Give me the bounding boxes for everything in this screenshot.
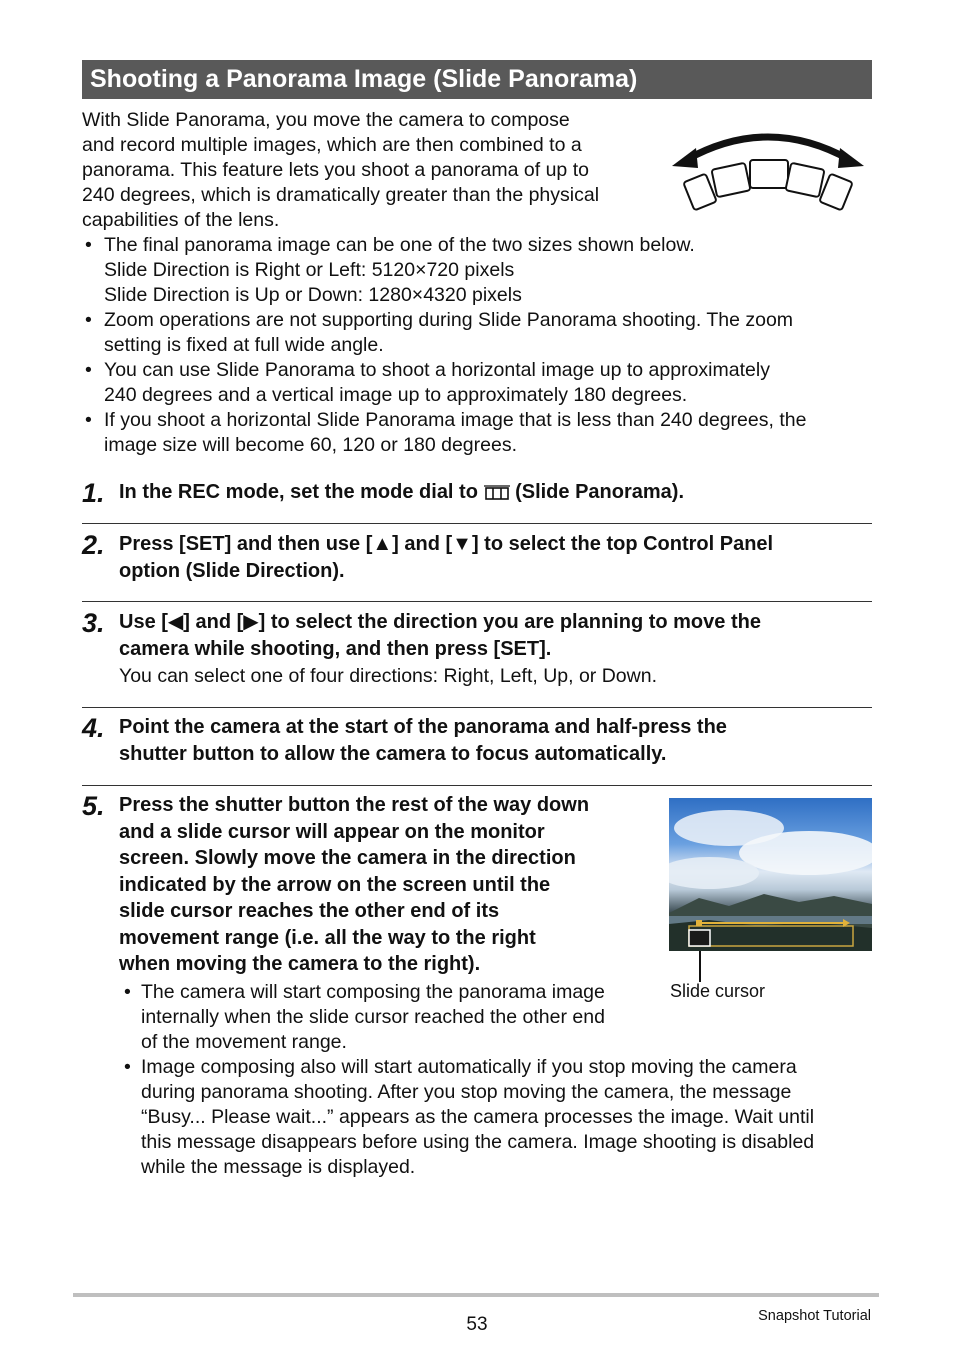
footer-rule: [73, 1293, 879, 1297]
start-marker: [696, 920, 702, 926]
intro-line: capabilities of the lens.: [82, 209, 280, 231]
bullet-line: image size will become 60, 120 or 180 degrees.: [104, 434, 517, 456]
step-line: option (Slide Direction).: [119, 559, 345, 582]
step-text-post: (Slide Panorama).: [515, 481, 684, 503]
panorama-camera-illustration: [668, 122, 868, 214]
step-line: and a slide cursor will appear on the monitor: [119, 820, 545, 843]
callout-line: [699, 951, 701, 982]
bullet-line: this message disappears before using the camera. Image shooting is disabled: [141, 1131, 815, 1153]
step-text-pre: In the REC mode, set the mode dial to: [119, 481, 478, 503]
bullet-item: [124, 980, 644, 1055]
step-instruction: [119, 792, 589, 978]
step-line: movement range (i.e. all the way to the right: [119, 926, 536, 949]
bullet-item: [85, 408, 865, 458]
intro-line: With Slide Panorama, you move the camera to compose: [82, 109, 570, 131]
bullet-line: Image composing also will start automatically if you stop moving the camera: [141, 1056, 797, 1078]
step-note: You can select one of four directions: Right, Left, Up, or Down.: [119, 665, 657, 687]
step-line: indicated by the arrow on the screen until the: [119, 873, 551, 896]
step-instruction: [119, 609, 761, 662]
bullet-line: Slide Direction is Right or Left: 5120×720 pixels: [104, 259, 515, 281]
step-line: slide cursor reaches the other end of its: [119, 900, 500, 922]
bullet-line: during panorama shooting. After you stop moving the camera, the message: [141, 1081, 792, 1103]
bullet-line: Zoom operations are not supporting during Slide Panorama shooting. The zoom: [104, 309, 794, 331]
step-number: 1.: [82, 478, 105, 508]
bullet-item: [124, 1055, 884, 1180]
step-line: screen. Slowly move the camera in the direction: [119, 847, 576, 869]
bullet-line: internally when the slide cursor reached the other end: [141, 1006, 605, 1028]
bullet-line: “Busy... Please wait...” appears as the camera processes the image. Wait until: [141, 1106, 815, 1128]
bullet-line: The final panorama image can be one of the two sizes shown below.: [104, 234, 695, 256]
landscape-scene: [669, 798, 872, 951]
intro-line: and record multiple images, which are then combined to a: [82, 134, 582, 156]
intro-line: panorama. This feature lets you shoot a panorama of up to: [82, 159, 589, 181]
bullet-dot: •: [85, 359, 92, 381]
footer-section-label: Snapshot Tutorial: [758, 1308, 871, 1324]
step-line: shutter button to allow the camera to focus automatically.: [119, 742, 667, 765]
section-title: Shooting a Panorama Image (Slide Panorama): [90, 65, 638, 93]
step-instruction: [119, 479, 684, 506]
step-line: Press the shutter button the rest of the way down: [119, 794, 590, 816]
step-line: camera while shooting, and then press [SET].: [119, 637, 552, 660]
step-number: 2.: [82, 530, 105, 560]
step-divider: [82, 601, 872, 602]
slide-cursor-caption: Slide cursor: [670, 981, 766, 1001]
bullet-dot: •: [85, 234, 92, 256]
step-instruction: [119, 714, 727, 767]
bullet-line: If you shoot a horizontal Slide Panorama image that is less than 240 degrees, the: [104, 409, 807, 431]
step-instruction: [119, 531, 773, 584]
step-line: Press [SET] and then use [▲] and [▼] to select the top Control Panel: [119, 533, 774, 555]
bullet-line: Slide Direction is Up or Down: 1280×4320 pixels: [104, 284, 522, 306]
intro-line: 240 degrees, which is dramatically greater than the physical: [82, 184, 600, 206]
page-number: 53: [466, 1314, 488, 1335]
bullet-item: [85, 308, 865, 358]
monitor-screen-photo: [669, 798, 872, 951]
step-divider: [82, 785, 872, 786]
bullet-item: [85, 233, 865, 308]
step-line: when moving the camera to the right).: [119, 953, 481, 975]
step-divider: [82, 523, 872, 524]
bullet-line: setting is fixed at full wide angle.: [104, 334, 384, 356]
slide-panorama-icon: [484, 485, 510, 501]
step-number: 3.: [82, 608, 105, 638]
bullet-line: The camera will start composing the panorama image: [141, 981, 605, 1003]
bullet-dot: •: [85, 409, 92, 431]
bullet-line: You can use Slide Panorama to shoot a horizontal image up to approximately: [104, 359, 770, 381]
slide-cursor-box: [689, 930, 710, 946]
step-line: Point the camera at the start of the panorama and half-press the: [119, 716, 727, 738]
bullet-line: of the movement range.: [141, 1031, 347, 1053]
step-number: 4.: [82, 713, 105, 743]
bullet-item: [85, 358, 865, 408]
step-number: 5.: [82, 791, 105, 821]
bullet-dot: •: [85, 309, 92, 331]
step-divider: [82, 707, 872, 708]
bullet-line: while the message is displayed.: [141, 1156, 416, 1178]
section-title-bar: [82, 60, 872, 99]
bullet-dot: •: [124, 981, 131, 1003]
step-line: Use [◀] and [▶] to select the direction you are planning to move the: [119, 611, 761, 633]
bullet-dot: •: [124, 1056, 131, 1078]
bullet-line: 240 degrees and a vertical image up to approximately 180 degrees.: [104, 384, 688, 406]
